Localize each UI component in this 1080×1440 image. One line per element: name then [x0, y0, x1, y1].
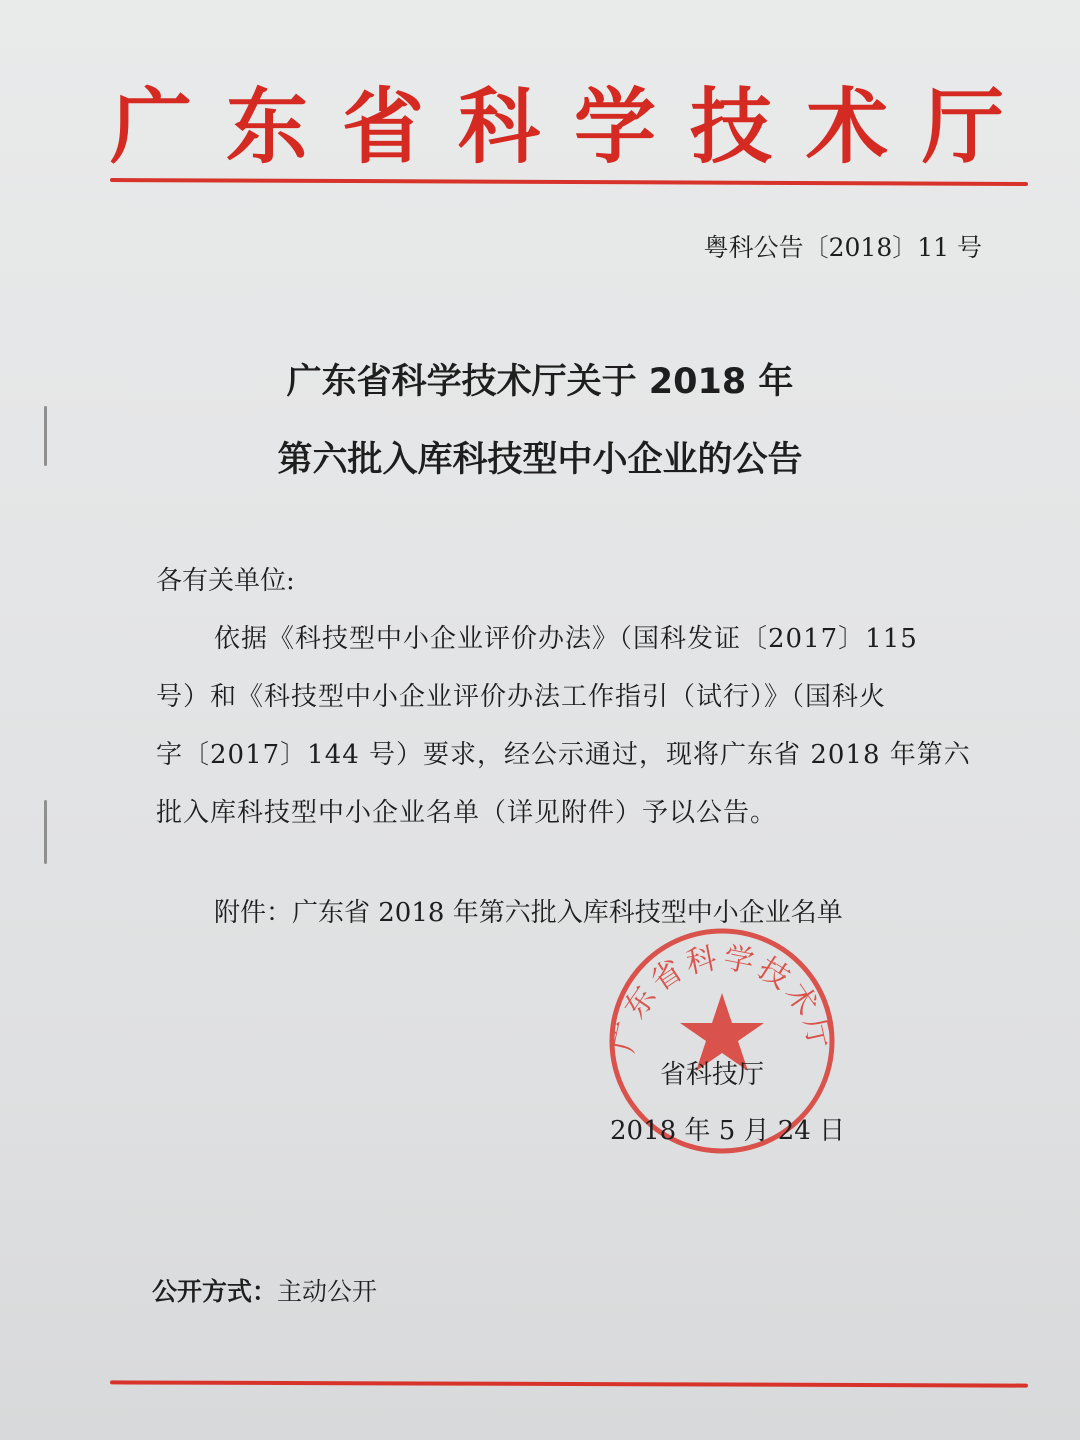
svg-text:广东省科学技术厅: 广东省科学技术厅 [606, 940, 838, 1056]
letterhead-red-rule [110, 178, 1028, 186]
body-paragraph-line-1: 依据《科技型中小企业评价办法》（国科发证〔2017〕115 [214, 624, 918, 654]
signer-organization: 省科技厅 [660, 1060, 765, 1090]
staple-mark-bottom [44, 800, 47, 864]
disclosure-value: 主动公开 [277, 1277, 378, 1306]
document-title-line-2: 第六批入库科技型中小企业的公告 [277, 440, 803, 480]
salutation: 各有关单位: [156, 566, 295, 596]
body-paragraph-line-4: 批入库科技型中小企业名单（详见附件）予以公告。 [156, 798, 778, 828]
disclosure-method [152, 1272, 377, 1308]
footer-red-rule [110, 1380, 1028, 1387]
document-number: 粤科公告〔2018〕11 号 [703, 233, 982, 262]
letterhead-title: 广东省科学技术厅 [110, 79, 1039, 175]
disclosure-label: 公开方式： [152, 1277, 278, 1306]
staple-mark-top [44, 406, 47, 466]
body-paragraph-line-2: 号）和《科技型中小企业评价办法工作指引（试行）》（国科火 [156, 682, 887, 712]
body-paragraph-line-3: 字〔2017〕144 号）要求，经公示通过，现将广东省 2018 年第六 [156, 740, 971, 770]
attachment-note: 附件：广东省 2018 年第六批入库科技型中小企业名单 [214, 898, 843, 928]
document-title-line-1: 广东省科学技术厅关于 2018 年 [286, 362, 794, 402]
signing-date: 2018 年 5 月 24 日 [610, 1116, 846, 1146]
